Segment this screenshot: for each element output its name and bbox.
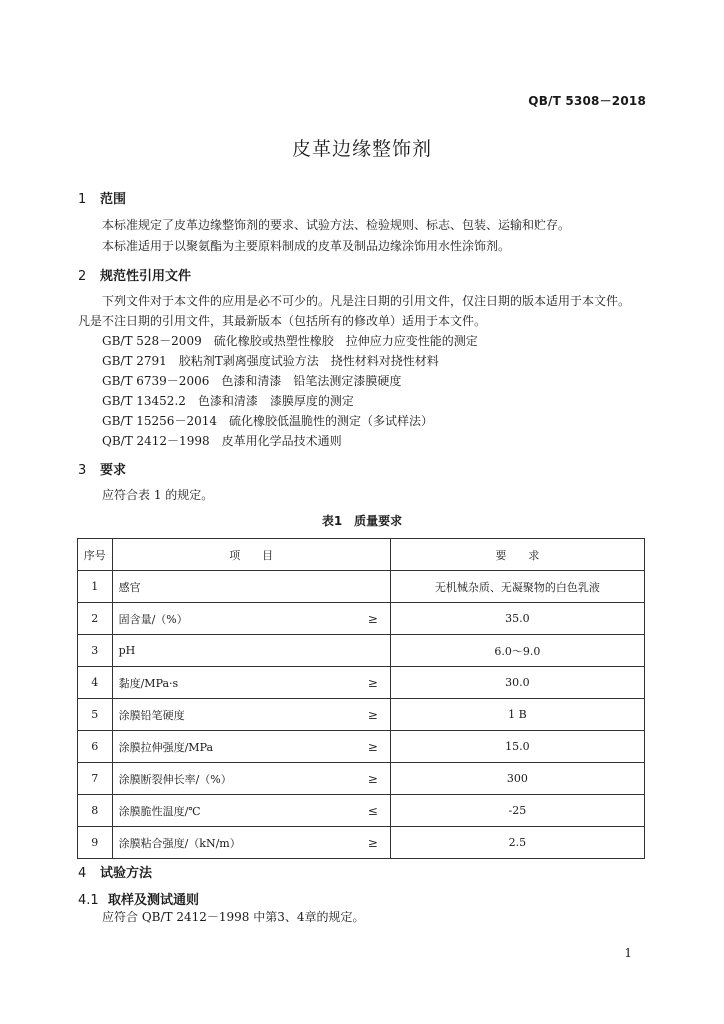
subsection-4-1-heading: [78, 889, 199, 908]
row-requirement: 6.0～9.0: [390, 635, 644, 667]
document-title: 皮革边缘整饰剂: [291, 138, 432, 160]
subsection-4-1-para: 应符合 QB/T 2412－1998 中第3、4章的规定。: [102, 910, 365, 924]
row-number: 9: [78, 827, 113, 859]
row-item: [112, 763, 390, 795]
row-item: [112, 795, 390, 827]
table-row: [78, 795, 645, 827]
section-1-para-2: 本标准适用于以聚氨酯为主要原料制成的皮革及制品边缘涂饰用水性涂饰剂。: [102, 239, 511, 253]
item-label: 涂膜断裂伸长率/（%）: [118, 772, 232, 786]
item-label: 涂膜铅笔硬度: [118, 708, 185, 722]
row-requirement: 300: [390, 763, 644, 795]
row-requirement: 15.0: [390, 731, 644, 763]
comparison-operator: ≥: [367, 771, 378, 786]
comparison-operator: ≥: [367, 835, 378, 850]
section-number: 1: [78, 192, 87, 207]
comparison-operator: ≥: [367, 739, 378, 754]
subsection-title: 取样及测试通则: [108, 893, 200, 908]
row-requirement: -25: [390, 795, 644, 827]
row-requirement: 35.0: [390, 603, 644, 635]
section-title: 范围: [100, 192, 127, 207]
comparison-operator: ≤: [367, 803, 378, 818]
comparison-operator: ≥: [367, 675, 378, 690]
subsection-number: 4.1: [78, 893, 99, 908]
row-item: [112, 731, 390, 763]
reference-item: QB/T 2412－1998 皮革用化学品技术通则: [102, 434, 342, 448]
row-number: 6: [78, 731, 113, 763]
row-item: [112, 667, 390, 699]
section-2-heading: [78, 265, 191, 284]
standard-code: QB/T 5308－2018: [528, 94, 646, 108]
comparison-operator: ≥: [367, 611, 378, 626]
table-row: [78, 571, 645, 603]
row-number: 8: [78, 795, 113, 827]
table-row: [78, 763, 645, 795]
item-label: pH: [118, 644, 136, 657]
section-title: 要求: [100, 463, 127, 478]
item-label: 涂膜粘合强度/（kN/m）: [118, 836, 241, 850]
table-row: [78, 667, 645, 699]
section-1-heading: [78, 188, 126, 207]
reference-item: GB/T 6739－2006 色漆和清漆 铅笔法测定漆膜硬度: [102, 374, 402, 388]
item-label: 固含量/（%）: [118, 612, 188, 626]
table-row: [78, 699, 645, 731]
section-2-para-line-1: 下列文件对于本文件的应用是必不可少的。凡是注日期的引用文件，仅注日期的版本适用于本文件。: [102, 294, 631, 308]
section-1-para-1: 本标准规定了皮革边缘整饰剂的要求、试验方法、检验规则、标志、包装、运输和贮存。: [102, 218, 571, 232]
header-serial-number: 序号: [78, 539, 113, 571]
table-row: [78, 827, 645, 859]
row-item: [112, 699, 390, 731]
item-label: 黏度/MPa·s: [118, 676, 179, 690]
reference-item: GB/T 15256－2014 硫化橡胶低温脆性的测定（多试样法）: [102, 414, 433, 428]
page-number: 1: [624, 946, 632, 960]
reference-item: GB/T 13452.2 色漆和清漆 漆膜厚度的测定: [102, 394, 354, 408]
item-label: 感官: [118, 580, 141, 594]
row-requirement: 30.0: [390, 667, 644, 699]
item-label: 涂膜拉伸强度/MPa: [118, 740, 214, 754]
reference-item: GB/T 2791 胶粘剂T剥离强度试验方法 挠性材料对挠性材料: [102, 354, 439, 368]
section-title: 试验方法: [100, 866, 153, 881]
section-4-heading: [78, 862, 152, 881]
row-number: 5: [78, 699, 113, 731]
section-2-para-line-2: 凡是不注日期的引用文件，其最新版本（包括所有的修改单）适用于本文件。: [78, 314, 487, 328]
row-number: 2: [78, 603, 113, 635]
section-title: 规范性引用文件: [100, 269, 192, 284]
table-row: [78, 603, 645, 635]
header-requirement: 要 求: [390, 539, 644, 571]
row-number: 3: [78, 635, 113, 667]
row-requirement: 1 B: [390, 699, 644, 731]
section-3-para: 应符合表 1 的规定。: [102, 488, 214, 502]
reference-item: GB/T 528－2009 硫化橡胶或热塑性橡胶 拉伸应力应变性能的测定: [102, 334, 478, 348]
row-number: 1: [78, 571, 113, 603]
table-row: [78, 635, 645, 667]
row-number: 7: [78, 763, 113, 795]
row-item: [112, 635, 390, 667]
section-number: 3: [78, 463, 87, 478]
section-3-heading: [78, 459, 126, 478]
table-caption: 表1 质量要求: [321, 514, 403, 528]
quality-requirements-table: [77, 538, 645, 859]
table-row: [78, 731, 645, 763]
row-number: 4: [78, 667, 113, 699]
table-header-row: [78, 539, 645, 571]
row-item: [112, 603, 390, 635]
row-requirement: 无机械杂质、无凝聚物的白色乳液: [390, 571, 644, 603]
item-label: 涂膜脆性温度/℃: [118, 804, 201, 818]
row-item: [112, 571, 390, 603]
section-number: 4: [78, 866, 87, 881]
header-item: 项 目: [112, 539, 390, 571]
row-item: [112, 827, 390, 859]
section-number: 2: [78, 269, 87, 284]
row-requirement: 2.5: [390, 827, 644, 859]
comparison-operator: ≥: [367, 707, 378, 722]
